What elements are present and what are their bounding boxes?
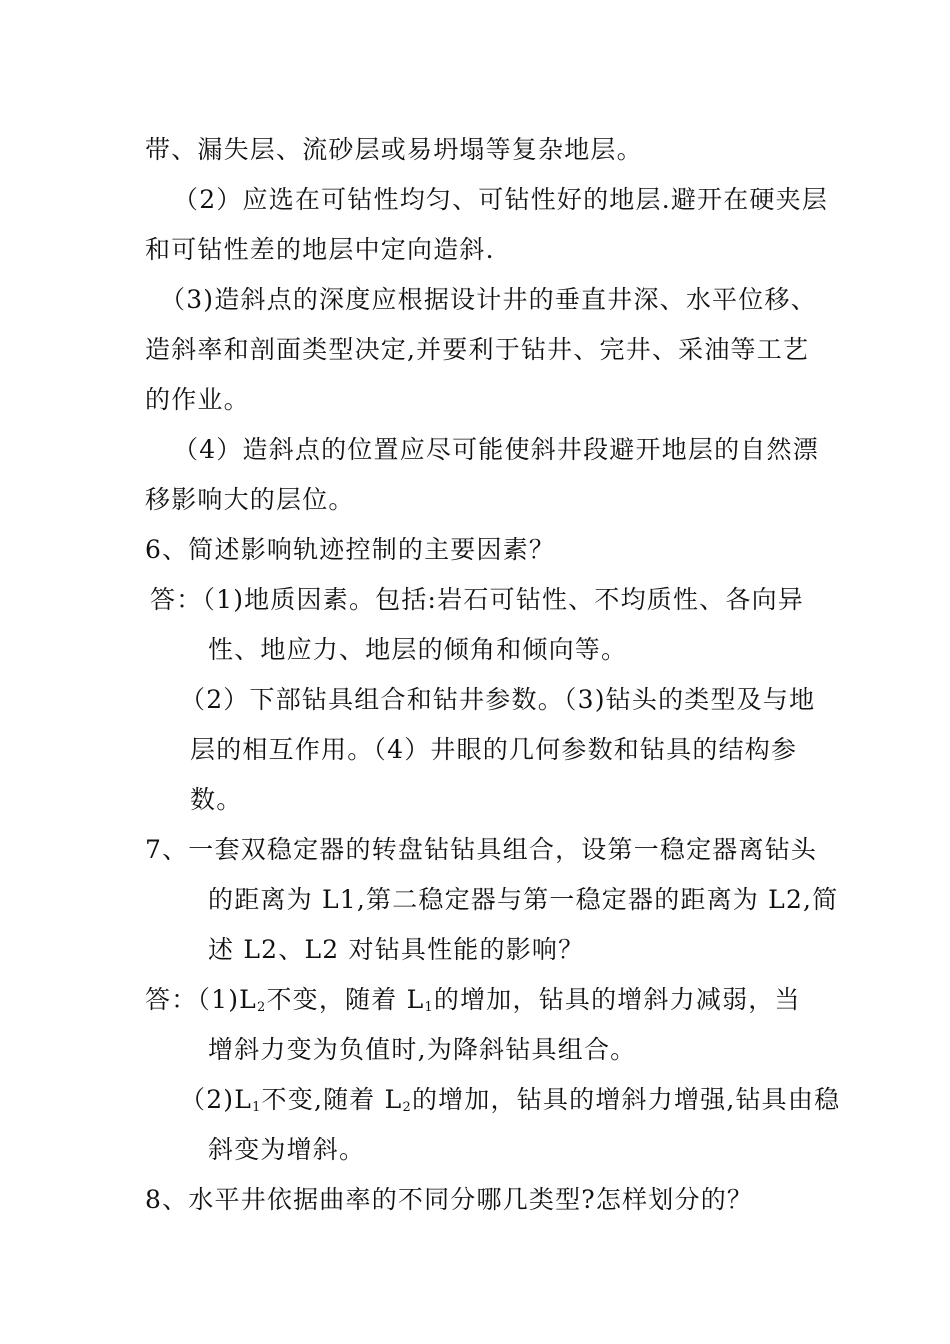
question-7: 的距离为 L1,第二稳定器与第一稳定器的距离为 L2,简: [208, 885, 839, 914]
question-7: 7、一套双稳定器的转盘钻钻具组合，设第一稳定器离钻头: [145, 835, 818, 864]
answer-7-line: $(2)L_1$不变,随着 $L_2$的增加，钻具的增斜力增强,钻具由稳: [180, 1085, 841, 1115]
text-line: （2）应选在可钻性均匀、可钻性好的地层.避开在硬夹层: [173, 185, 829, 214]
text-line: 和可钻性差的地层中定向造斜.: [145, 235, 495, 264]
answer-7-line: 增斜力变为负值时,为降斜钻具组合。: [208, 1035, 637, 1064]
text-line: （3)造斜点的深度应根据设计井的垂直井深、水平位移、: [160, 285, 817, 314]
answer-6-line: 层的相互作用。（4）井眼的几何参数和钻具的结构参: [190, 735, 798, 764]
answer-7-line: 斜变为增斜。: [208, 1135, 366, 1164]
answer-6-line: 答：（1)地质因素。包括:岩石可钻性、不均质性、各向异: [150, 585, 804, 614]
question-7: 述 L2、L2 对钻具性能的影响？: [208, 935, 585, 964]
text-line: 的作业。: [145, 385, 250, 414]
text-line: （4）造斜点的位置应尽可能使斜井段避开地层的自然漂: [173, 435, 819, 464]
text-line: 带、漏失层、流砂层或易坍塌等复杂地层。: [145, 135, 643, 164]
question-6: 6、简述影响轨迹控制的主要因素？: [145, 535, 556, 564]
text-line: 造斜率和剖面类型决定,并要利于钻井、完井、采油等工艺: [145, 335, 810, 364]
answer-7-line: 答：$(1)L_2$不变，随着 $L_1$的增加，钻具的增斜力减弱，当: [145, 985, 801, 1015]
answer-6-line: （2）下部钻具组合和钻井参数。（3)钻头的类型及与地: [180, 685, 816, 714]
answer-6-line: 数。: [190, 785, 243, 814]
answer-6-line: 性、地应力、地层的倾角和倾向等。: [208, 635, 628, 664]
question-8: 8、水平井依据曲率的不同分哪几类型?怎样划分的？: [145, 1185, 754, 1214]
text-line: 移影响大的层位。: [145, 485, 355, 514]
